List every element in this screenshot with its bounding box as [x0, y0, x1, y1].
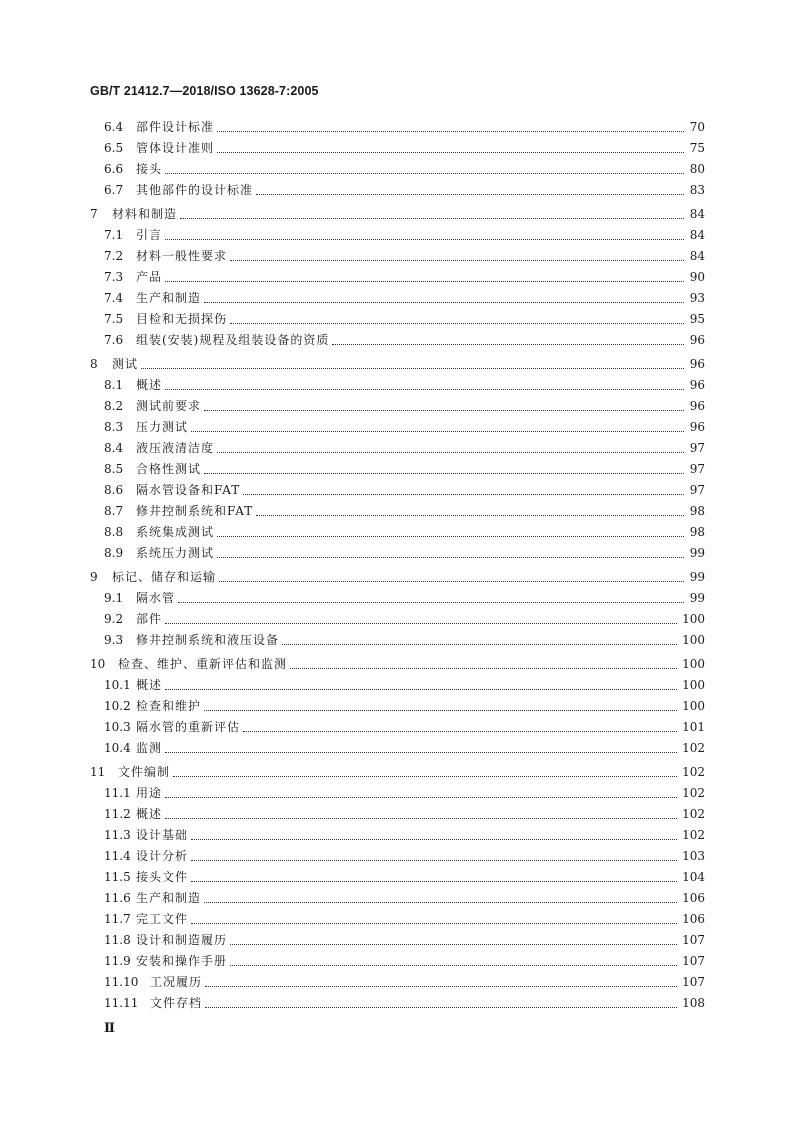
toc-section-entry[interactable]	[0, 804, 794, 825]
toc-section-entry[interactable]	[0, 330, 794, 351]
toc-entry-number: 7.1	[104, 228, 124, 242]
toc-section-entry[interactable]	[0, 225, 794, 246]
toc-entry-page: 96	[689, 357, 705, 371]
toc-section-entry[interactable]	[0, 459, 794, 480]
toc-entry-page: 100	[682, 657, 705, 671]
toc-entry-page: 102	[682, 786, 705, 800]
toc-dot-leader	[230, 260, 684, 261]
toc-entry-title: 接头文件	[136, 870, 189, 884]
toc-entry-title: 设计和制造履历	[136, 933, 228, 947]
toc-section-entry[interactable]	[0, 375, 794, 396]
toc-dot-leader	[191, 923, 677, 924]
toc-entry-number: 11	[90, 765, 106, 779]
toc-dot-leader	[243, 494, 684, 495]
toc-entry-title: 标记、储存和运输	[112, 570, 217, 584]
toc-entry-number: 7	[90, 207, 98, 221]
toc-entry-page: 106	[682, 891, 705, 905]
toc-entry-page: 106	[682, 912, 705, 926]
toc-dot-leader	[165, 173, 684, 174]
toc-entry-page: 108	[682, 996, 705, 1010]
toc-entry-page: 93	[689, 291, 705, 305]
toc-entry-number: 8.1	[104, 378, 124, 392]
toc-dot-leader	[204, 410, 684, 411]
toc-dot-leader	[180, 218, 684, 219]
toc-section-entry[interactable]	[0, 867, 794, 888]
toc-entry-page: 84	[689, 207, 705, 221]
toc-entry-number: 11.6	[104, 891, 131, 905]
toc-section-entry[interactable]	[0, 846, 794, 867]
toc-entry-title: 测试前要求	[136, 399, 202, 413]
toc-entry-number: 8.4	[104, 441, 124, 455]
toc-entry-title: 引言	[136, 228, 163, 242]
toc-dot-leader	[217, 452, 684, 453]
toc-entry-title: 隔水管	[136, 591, 176, 605]
toc-section-entry[interactable]	[0, 117, 794, 138]
toc-entry-number: 10.1	[104, 678, 131, 692]
toc-entry-page: 103	[682, 849, 705, 863]
toc-section-entry[interactable]	[0, 588, 794, 609]
toc-entry-page: 99	[689, 591, 705, 605]
toc-entry-title: 概述	[136, 807, 163, 821]
toc-section-entry[interactable]	[0, 609, 794, 630]
toc-dot-leader	[219, 581, 684, 582]
toc-entry-title: 用途	[136, 786, 163, 800]
toc-entry-title: 检查和维护	[136, 699, 202, 713]
toc-dot-leader	[191, 431, 684, 432]
toc-entry-number: 6.5	[104, 141, 124, 155]
toc-entry-page: 90	[689, 270, 705, 284]
toc-entry-number: 10.2	[104, 699, 131, 713]
toc-entry-title: 工况履历	[150, 975, 203, 989]
toc-entry-title: 组装(安装)规程及组装设备的资质	[136, 333, 330, 347]
toc-dot-leader	[173, 776, 677, 777]
toc-entry-page: 80	[689, 162, 705, 176]
toc-entry-title: 完工文件	[136, 912, 189, 926]
toc-dot-leader	[204, 710, 677, 711]
toc-entry-page: 107	[682, 933, 705, 947]
toc-entry-number: 6.4	[104, 120, 124, 134]
toc-section-entry[interactable]	[0, 738, 794, 759]
toc-dot-leader	[205, 1007, 677, 1008]
toc-section-entry[interactable]	[0, 909, 794, 930]
toc-dot-leader	[165, 689, 677, 690]
toc-entry-number: 11.11	[104, 996, 139, 1010]
toc-entry-number: 7.4	[104, 291, 124, 305]
toc-entry-page: 102	[682, 765, 705, 779]
toc-entry-number: 11.5	[104, 870, 131, 884]
toc-entry-title: 接头	[136, 162, 163, 176]
toc-dot-leader	[204, 902, 677, 903]
toc-entry-number: 9.1	[104, 591, 124, 605]
toc-entry-number: 8.7	[104, 504, 124, 518]
toc-entry-number: 6.6	[104, 162, 124, 176]
toc-section-entry[interactable]	[0, 159, 794, 180]
toc-entry-page: 84	[689, 249, 705, 263]
toc-section-entry[interactable]	[0, 246, 794, 267]
toc-entry-number: 7.3	[104, 270, 124, 284]
toc-chapter-entry[interactable]	[0, 567, 794, 588]
toc-dot-leader	[217, 536, 684, 537]
toc-entry-title: 概述	[136, 678, 163, 692]
toc-section-entry[interactable]	[0, 522, 794, 543]
toc-section-entry[interactable]	[0, 972, 794, 993]
toc-entry-page: 96	[689, 399, 705, 413]
toc-entry-title: 设计分析	[136, 849, 189, 863]
toc-entry-title: 生产和制造	[136, 891, 202, 905]
toc-section-entry[interactable]	[0, 951, 794, 972]
toc-entry-page: 98	[689, 525, 705, 539]
toc-entry-page: 99	[689, 546, 705, 560]
toc-section-entry[interactable]	[0, 696, 794, 717]
toc-entry-page: 102	[682, 741, 705, 755]
toc-entry-page: 107	[682, 975, 705, 989]
toc-section-entry[interactable]	[0, 288, 794, 309]
toc-entry-number: 10	[90, 657, 106, 671]
toc-dot-leader	[178, 602, 684, 603]
toc-entry-number: 7.5	[104, 312, 124, 326]
toc-dot-leader	[141, 368, 684, 369]
toc-entry-title: 部件	[136, 612, 163, 626]
toc-entry-title: 监测	[136, 741, 163, 755]
toc-entry-page: 96	[689, 333, 705, 347]
toc-section-entry[interactable]	[0, 993, 794, 1014]
toc-entry-title: 修井控制系统和液压设备	[136, 633, 280, 647]
toc-entry-number: 11.7	[104, 912, 131, 926]
toc-section-entry[interactable]	[0, 180, 794, 201]
toc-entry-title: 检查、维护、重新评估和监测	[118, 657, 288, 671]
toc-entry-page: 98	[689, 504, 705, 518]
toc-chapter-entry[interactable]	[0, 762, 794, 783]
toc-entry-number: 11.9	[104, 954, 131, 968]
toc-section-entry[interactable]	[0, 438, 794, 459]
toc-dot-leader	[217, 152, 684, 153]
toc-entry-page: 107	[682, 954, 705, 968]
toc-section-entry[interactable]	[0, 396, 794, 417]
toc-dot-leader	[165, 752, 677, 753]
toc-entry-number: 10.4	[104, 741, 131, 755]
toc-dot-leader	[204, 302, 684, 303]
toc-entry-number: 11.8	[104, 933, 131, 947]
toc-entry-title: 设计基础	[136, 828, 189, 842]
toc-entry-title: 安装和操作手册	[136, 954, 228, 968]
toc-entry-page: 102	[682, 828, 705, 842]
toc-dot-leader	[165, 239, 684, 240]
toc-entry-title: 其他部件的设计标准	[136, 183, 254, 197]
toc-entry-title: 隔水管设备和FAT	[136, 483, 241, 497]
toc-entry-title: 文件存档	[150, 996, 203, 1010]
toc-entry-number: 11.10	[104, 975, 139, 989]
toc-dot-leader	[165, 623, 677, 624]
toc-dot-leader	[165, 818, 677, 819]
toc-entry-number: 9.3	[104, 633, 124, 647]
toc-entry-title: 管体设计准则	[136, 141, 215, 155]
toc-entry-page: 97	[689, 441, 705, 455]
toc-section-entry[interactable]	[0, 930, 794, 951]
toc-dot-leader	[282, 644, 677, 645]
toc-entry-number: 7.6	[104, 333, 124, 347]
page-number: Ⅱ	[104, 1020, 115, 1035]
toc-entry-page: 97	[689, 462, 705, 476]
toc-entry-page: 101	[682, 720, 705, 734]
toc-section-entry[interactable]	[0, 480, 794, 501]
toc-section-entry[interactable]	[0, 888, 794, 909]
toc-entry-title: 隔水管的重新评估	[136, 720, 241, 734]
toc-entry-page: 100	[682, 699, 705, 713]
toc-dot-leader	[217, 131, 684, 132]
toc-entry-page: 100	[682, 633, 705, 647]
toc-entry-number: 6.7	[104, 183, 124, 197]
toc-dot-leader	[256, 194, 684, 195]
toc-entry-title: 概述	[136, 378, 163, 392]
toc-entry-title: 部件设计标准	[136, 120, 215, 134]
toc-entry-title: 液压液清洁度	[136, 441, 215, 455]
toc-dot-leader	[243, 731, 677, 732]
toc-entry-page: 83	[689, 183, 705, 197]
toc-entry-title: 生产和制造	[136, 291, 202, 305]
toc-section-entry[interactable]	[0, 717, 794, 738]
table-of-contents	[0, 117, 794, 1014]
toc-dot-leader	[191, 881, 677, 882]
toc-entry-number: 8.5	[104, 462, 124, 476]
toc-entry-page: 84	[689, 228, 705, 242]
toc-section-entry[interactable]	[0, 630, 794, 651]
toc-entry-title: 系统压力测试	[136, 546, 215, 560]
toc-entry-page: 75	[689, 141, 705, 155]
document-header: GB/T 21412.7—2018/ISO 13628-7:2005	[90, 84, 319, 98]
toc-entry-page: 104	[682, 870, 705, 884]
toc-entry-number: 8.8	[104, 525, 124, 539]
toc-entry-number: 8.2	[104, 399, 124, 413]
toc-entry-number: 11.2	[104, 807, 131, 821]
toc-entry-number: 8	[90, 357, 98, 371]
toc-section-entry[interactable]	[0, 267, 794, 288]
toc-entry-title: 合格性测试	[136, 462, 202, 476]
toc-dot-leader	[165, 281, 684, 282]
toc-chapter-entry[interactable]	[0, 354, 794, 375]
toc-entry-title: 产品	[136, 270, 163, 284]
toc-entry-page: 102	[682, 807, 705, 821]
toc-chapter-entry[interactable]	[0, 204, 794, 225]
toc-entry-page: 100	[682, 678, 705, 692]
toc-entry-page: 96	[689, 420, 705, 434]
toc-section-entry[interactable]	[0, 417, 794, 438]
toc-entry-page: 100	[682, 612, 705, 626]
toc-entry-title: 压力测试	[136, 420, 189, 434]
toc-entry-title: 材料一般性要求	[136, 249, 228, 263]
toc-section-entry[interactable]	[0, 783, 794, 804]
toc-section-entry[interactable]	[0, 309, 794, 330]
toc-section-entry[interactable]	[0, 501, 794, 522]
toc-entry-number: 8.6	[104, 483, 124, 497]
toc-entry-number: 11.4	[104, 849, 131, 863]
toc-entry-page: 97	[689, 483, 705, 497]
toc-entry-page: 70	[689, 120, 705, 134]
toc-section-entry[interactable]	[0, 675, 794, 696]
toc-entry-title: 测试	[112, 357, 139, 371]
toc-dot-leader	[165, 797, 677, 798]
toc-dot-leader	[191, 839, 677, 840]
toc-dot-leader	[205, 986, 677, 987]
toc-dot-leader	[165, 389, 684, 390]
toc-dot-leader	[230, 323, 684, 324]
toc-dot-leader	[290, 668, 677, 669]
toc-entry-title: 修井控制系统和FAT	[136, 504, 254, 518]
toc-section-entry[interactable]	[0, 825, 794, 846]
toc-dot-leader	[256, 515, 684, 516]
toc-entry-number: 8.9	[104, 546, 124, 560]
toc-section-entry[interactable]	[0, 138, 794, 159]
toc-entry-title: 目检和无损探伤	[136, 312, 228, 326]
toc-entry-title: 系统集成测试	[136, 525, 215, 539]
toc-entry-page: 95	[689, 312, 705, 326]
toc-dot-leader	[191, 860, 677, 861]
toc-entry-title: 文件编制	[118, 765, 171, 779]
toc-entry-title: 材料和制造	[112, 207, 178, 221]
toc-section-entry[interactable]	[0, 543, 794, 564]
toc-entry-number: 11.1	[104, 786, 131, 800]
toc-entry-page: 96	[689, 378, 705, 392]
toc-entry-number: 10.3	[104, 720, 131, 734]
toc-dot-leader	[230, 944, 677, 945]
toc-dot-leader	[230, 965, 677, 966]
toc-dot-leader	[217, 557, 684, 558]
toc-entry-number: 9.2	[104, 612, 124, 626]
toc-entry-number: 9	[90, 570, 98, 584]
toc-entry-number: 11.3	[104, 828, 131, 842]
toc-chapter-entry[interactable]	[0, 654, 794, 675]
toc-entry-number: 8.3	[104, 420, 124, 434]
toc-entry-number: 7.2	[104, 249, 124, 263]
toc-entry-page: 99	[689, 570, 705, 584]
toc-dot-leader	[204, 473, 684, 474]
toc-dot-leader	[332, 344, 684, 345]
